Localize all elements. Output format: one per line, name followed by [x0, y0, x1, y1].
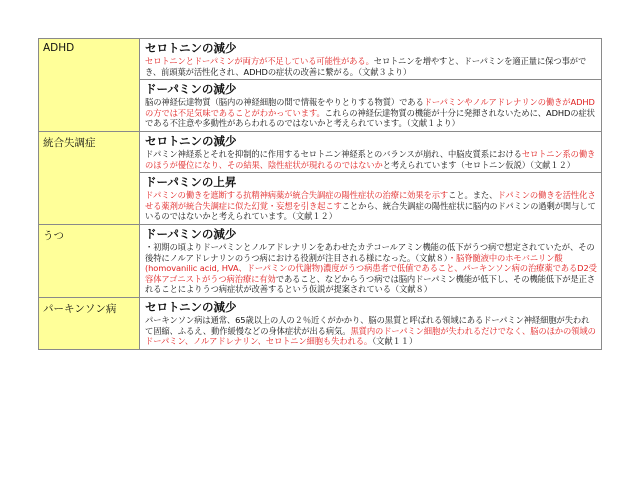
- body-text: （文献１１）: [372, 336, 418, 347]
- finding-section: [140, 225, 601, 297]
- disorder-label: うつ: [39, 224, 140, 297]
- finding-section: [140, 39, 601, 80]
- disorder-label: ADHD: [39, 39, 140, 132]
- body-text: セロトニンを増やすと、ドーパミンを適正量に保つ事ができ、前頭葉が活性化され、ADHDの症状の改善に繋がる。（文献３より）: [145, 56, 587, 77]
- body-text: ・初期の頃よりドーパミンとノルアドレナリンをあわせたカテコールアミン機能の低下がうつ病で想定されていたが、その後特にノルアドレナリンのうつ病における役割が注目される様になった。（文献８）: [145, 241, 595, 263]
- finding-body: [145, 56, 597, 77]
- disorder-content: [140, 39, 602, 132]
- table-row: [39, 131, 602, 224]
- table-row: [39, 224, 602, 297]
- body-text: ドパミン神経系とそれを抑制的に作用するセロトニン神経系とのバランスが崩れ、中脳皮質系における: [145, 148, 522, 159]
- finding-heading: セロトニンの減少: [145, 41, 237, 55]
- highlighted-text: 黒質内のドーパミン細胞が失われるだけでなく、脳のほかの領域のドーパミン、ノルアドレナリン、セロトニン細胞も失われる。: [145, 325, 596, 347]
- body-text: ことから、統合失調症の陽性症状に脳内のドパミンの過剰が関与しているのではないかと考えられています。（文献１２）: [145, 200, 596, 222]
- table-row: [39, 297, 602, 349]
- finding-section: [140, 298, 601, 349]
- finding-heading: セロトニンの減少: [145, 133, 237, 148]
- finding-heading: ドーパミンの減少: [145, 82, 237, 97]
- finding-body: [145, 97, 597, 129]
- finding-heading: ドーパミンの上昇: [145, 175, 237, 190]
- disorder-table: [38, 38, 602, 350]
- highlighted-text: ・脳脊髄液中のホモバニリン酸 (homovanilic acid, HVA、ドーパミンの代謝物)濃度がうつ病患者で低値であること、パーキンソン病の治療薬であるD2受容体アゴニストがうつ病治療に有効: [145, 252, 597, 284]
- disorder-content: [140, 297, 602, 349]
- finding-section: [140, 173, 601, 224]
- highlighted-text: セロトニン系の働きのほうが優位になり、その結果、陰性症状が現れるのではないか: [145, 148, 596, 170]
- finding-section: [140, 80, 601, 131]
- finding-heading: ドーパミンの減少: [145, 226, 237, 241]
- body-text: パーキンソン病は通常、65歳以上の人の２％近くがかかり、脳の黒質と呼ばれる領域にあるドーパミン神経細胞が失われて固縮、ふるえ、動作緩慢などの身体症状が出る病気。: [145, 314, 590, 336]
- highlighted-text: ドパミンの働きを遮断する抗精神病薬が統合失調症の陽性症状の治療に効果を示す: [145, 190, 449, 201]
- highlighted-text: ドーパミンやノルアドレナリンの働きがADHDの方では不足気味であることがわかっています。: [145, 97, 595, 118]
- finding-section: [140, 132, 601, 173]
- body-text: これらの神経伝達物質の機能が十分に発揮されないために、ADHDの症状である不注意や多動性があらわれるのではないかと考えられています。（文献１より）: [145, 107, 595, 129]
- highlighted-text: セロトニンとドーパミンが両方が不足している可能性がある。: [145, 56, 374, 66]
- finding-body: [145, 242, 597, 295]
- finding-heading: セロトニンの減少: [145, 299, 237, 314]
- disorder-content: [140, 224, 602, 297]
- body-text: であること、などからうつ病では脳内ドーパミン機能が低下し、その機能低下が是正されることによりうつ病症状が改善するという仮説が提案されている（文献８）: [145, 273, 596, 295]
- disorder-label: 統合失調症: [39, 131, 140, 224]
- body-text: と考えられています（セロトニン仮説）（文献１２）: [382, 159, 575, 170]
- finding-body: [145, 149, 597, 170]
- disorder-content: [140, 131, 602, 224]
- table-body: [39, 39, 602, 350]
- body-text: 脳の神経伝達物質（脳内の神経細胞の間で情報をやりとりする物質）である: [145, 97, 424, 108]
- table-row: [39, 39, 602, 132]
- body-text: こと。また、: [448, 190, 498, 201]
- highlighted-text: ドパミンの働きを活性化させる薬剤が統合失調症に似た幻覚・妄想を引き起こす: [145, 190, 596, 211]
- finding-body: [145, 190, 597, 222]
- disorder-label: パーキンソン病: [39, 297, 140, 349]
- finding-body: [145, 315, 597, 347]
